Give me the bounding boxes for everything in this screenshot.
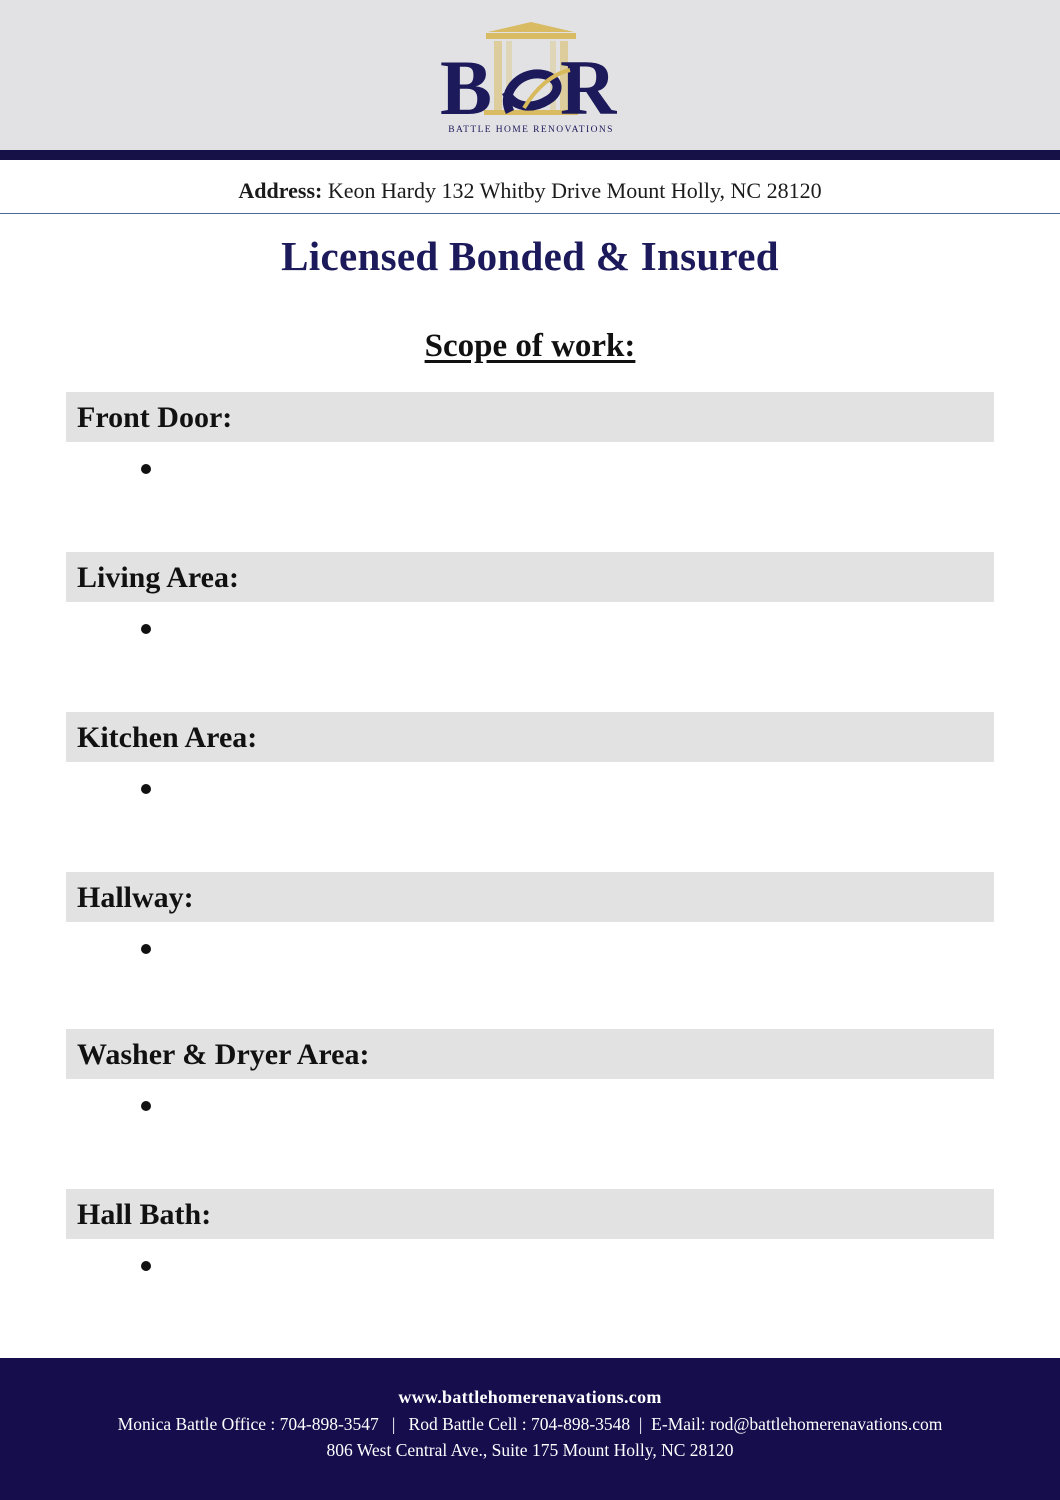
footer-website: www.battlehomerenavations.com [398,1387,662,1407]
client-address [0,178,1060,204]
section-front-door [66,392,994,442]
section-title: Hall Bath: [66,1189,994,1239]
svg-text:R: R [560,44,617,131]
scope-title-text: Scope of work: [424,328,636,364]
section-title: Kitchen Area: [66,712,994,762]
bullet-point [141,1261,151,1271]
letterhead-footer [0,1358,1060,1500]
section-kitchen-area [66,712,994,762]
bullet-point [141,784,151,794]
section-title: Living Area: [66,552,994,602]
section-title: Hallway: [66,872,994,922]
bullet-point [141,1101,151,1111]
section-hallway [66,872,994,922]
address-label: Address: [238,178,323,203]
section-title: Washer & Dryer Area: [66,1029,994,1079]
address-divider [0,213,1060,214]
company-logo [440,22,622,140]
svg-text:B: B [440,44,493,131]
letterhead-header [0,0,1060,150]
footer-contacts: Monica Battle Office : 704-898-3547 | Rod Battle Cell : 704-898-3548 | E-Mail: rod@battlehomerenavations.com [117,1414,943,1434]
section-title: Front Door: [66,392,994,442]
bullet-point [141,944,151,954]
bullet-point [141,464,151,474]
header-divider [0,150,1060,160]
scope-title [0,328,1060,365]
bullet-point [141,624,151,634]
logo-graphic [440,22,622,140]
section-washer-dryer-area [66,1029,994,1079]
address-value: Keon Hardy 132 Whitby Drive Mount Holly, NC 28120 [327,178,822,203]
section-hall-bath [66,1189,994,1239]
page-headline: Licensed Bonded & Insured [281,233,779,279]
svg-text:BATTLE HOME RENOVATIONS: BATTLE HOME RENOVATIONS [448,125,614,135]
footer-address: 806 West Central Ave., Suite 175 Mount Holly, NC 28120 [326,1440,734,1460]
section-living-area [66,552,994,602]
